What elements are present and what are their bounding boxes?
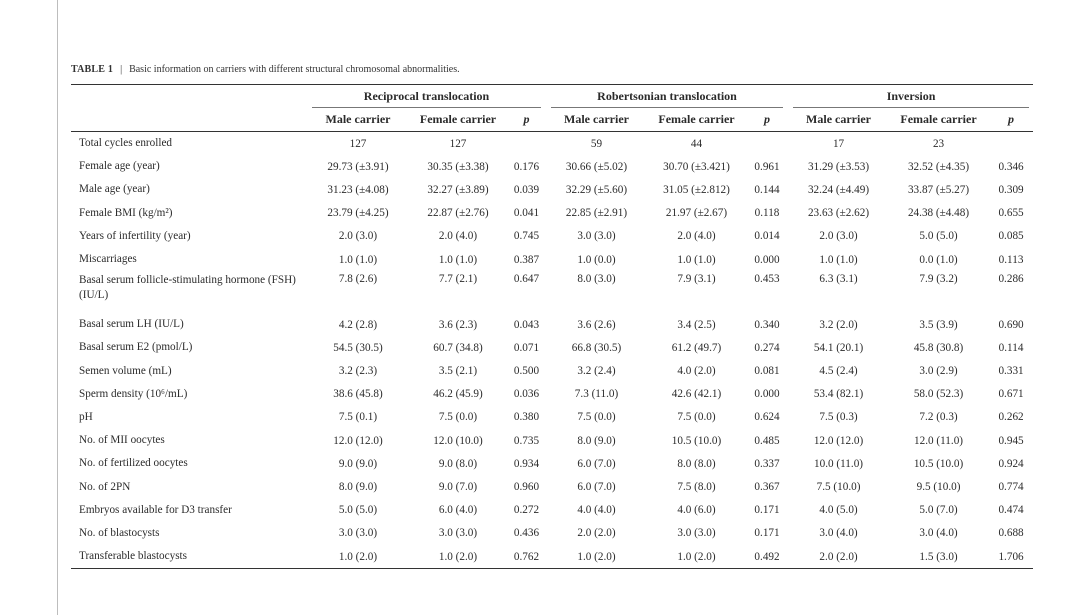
value-cell: 1.0 (1.0) [438,253,478,266]
value-cell: 1.0 (2.0) [547,545,646,569]
group-header-inversion: Inversion [789,85,1033,109]
value-cell: 3.5 (2.1) [438,365,478,378]
value-cell: 3.0 (3.0) [438,527,478,540]
value-cell: 66.8 (30.5) [571,341,622,354]
value-cell: 7.2 (0.3) [919,411,958,424]
table-row [71,475,1033,498]
table-row [71,383,1033,406]
value-cell: 6.3 (3.1) [819,273,858,286]
p-value-cell: 0.387 [513,253,540,266]
value-cell: 3.0 (3.0) [338,527,378,540]
table-row [71,178,1033,201]
p-value-cell: 0.690 [998,318,1024,331]
value-cell: 8.0 (9.0) [338,481,378,494]
p-value-cell: 0.624 [754,411,780,424]
value-cell: 23.63 (±2.62) [807,207,870,220]
value-cell: 7.8 (2.6) [338,273,378,286]
p-value-cell: 0.114 [998,341,1024,354]
p-value-cell: 0.286 [998,273,1024,286]
p-value-cell: 0.762 [508,545,545,569]
p-value-cell: 0.272 [513,504,540,517]
col-header-male-carrier: Male carrier [308,108,408,132]
value-cell: 32.52 (±4.35) [907,160,970,173]
row-label: Female BMI (kg/m²) [79,206,173,219]
table-row [71,155,1033,178]
value-cell: 3.6 (2.3) [438,318,478,331]
value-cell: 1.0 (1.0) [819,253,858,266]
p-value-cell: 0.960 [513,481,540,494]
p-value-cell: 0.081 [754,365,780,378]
row-label: pH [79,410,93,423]
value-cell: 8.0 (3.0) [577,273,616,286]
p-value-cell: 0.474 [998,504,1024,517]
p-value-cell: 0.118 [754,207,780,220]
row-label: Transferable blastocysts [71,545,308,569]
value-cell: 30.66 (±5.02) [565,160,628,173]
value-cell: 9.0 (9.0) [338,457,378,470]
value-cell: 30.70 (±3.421) [663,160,730,173]
value-cell: 7.5 (8.0) [677,481,716,494]
row-label: Basal serum E2 (pmol/L) [79,341,193,354]
value-cell: 23.79 (±4.25) [327,207,389,220]
p-value-cell: 0.000 [754,388,780,401]
value-cell: 2.0 (2.0) [577,527,616,540]
p-value-cell: 0.176 [513,160,540,173]
value-cell: 9.0 (8.0) [438,457,478,470]
p-value-cell: 0.485 [754,434,780,447]
p-value-cell: 0.934 [513,457,540,470]
value-cell: 32.29 (±5.60) [565,183,628,196]
row-label: Female age (year) [79,160,160,173]
value-cell: 12.0 (12.0) [813,434,864,447]
p-value-cell: 0.436 [513,527,540,540]
value-cell: 4.0 (5.0) [819,504,858,517]
value-cell: 23 [932,137,945,150]
table-caption [71,64,460,75]
p-value-cell: 0.647 [513,273,540,286]
value-cell: 30.35 (±3.38) [427,160,489,173]
p-value-cell: 0.144 [754,183,780,196]
p-value-cell: 0.043 [513,318,540,331]
table-row [71,248,1033,271]
column-header-row [71,108,1033,132]
value-cell: 12.0 (12.0) [333,434,383,447]
p-value-cell: 0.735 [513,434,540,447]
p-value-cell: 0.655 [998,207,1024,220]
p-value-cell: 0.945 [998,434,1024,447]
value-cell: 17 [832,137,845,150]
value-cell: 3.0 (2.9) [919,365,958,378]
value-cell: 10.5 (10.0) [671,434,722,447]
value-cell: 3.0 (4.0) [919,527,958,540]
p-value-cell: 0.924 [998,457,1024,470]
row-label: Embryos available for D3 transfer [79,503,232,516]
p-value-cell: 0.014 [754,230,780,243]
value-cell: 8.0 (9.0) [577,434,616,447]
table-row [71,336,1033,359]
value-cell: 4.5 (2.4) [819,365,858,378]
p-value-cell: 0.309 [998,183,1024,196]
value-cell: 3.6 (2.6) [577,318,616,331]
value-cell: 22.87 (±2.76) [427,207,489,220]
col-header-p: p [508,108,545,132]
table-row [71,132,1033,156]
value-cell: 3.2 (2.4) [577,365,616,378]
p-value-cell: 0.039 [513,183,540,196]
stub-header [71,85,308,109]
value-cell: 59 [590,137,603,150]
table-row [71,202,1033,225]
value-cell: 7.3 (11.0) [574,388,619,401]
table-row [71,452,1033,475]
value-cell: 1.0 (1.0) [677,253,716,266]
p-value-cell: 0.745 [513,230,540,243]
p-value-cell: 0.331 [998,365,1024,378]
row-label: No. of 2PN [79,480,131,493]
value-cell: 3.0 (3.0) [677,527,716,540]
row-label: Sperm density (10⁶/mL) [79,387,188,400]
row-label: Male age (year) [79,183,150,196]
value-cell: 7.5 (0.1) [338,411,378,424]
stub-column-header [71,108,308,132]
table-caption-separator: | [120,64,123,75]
value-cell: 32.27 (±3.89) [427,183,489,196]
p-value-cell: 0.500 [513,365,540,378]
p-value-cell: 1.706 [989,545,1033,569]
table-row [71,522,1033,545]
table-body [71,132,1033,569]
p-value-cell: 0.262 [998,411,1024,424]
value-cell: 21.97 (±2.67) [665,207,728,220]
row-label: Years of infertility (year) [79,229,191,242]
value-cell: 33.87 (±5.27) [907,183,970,196]
value-cell: 5.0 (7.0) [919,504,958,517]
value-cell: 1.0 (0.0) [577,253,616,266]
table-caption-label: TABLE 1 [71,64,114,75]
value-cell: 46.2 (45.9) [433,388,483,401]
value-cell: 31.29 (±3.53) [807,160,870,173]
p-value-cell: 0.113 [998,253,1024,266]
value-cell: 24.38 (±4.48) [907,207,970,220]
col-header-female-carrier: Female carrier [646,108,747,132]
p-value-cell: 0.688 [998,527,1024,540]
value-cell: 7.5 (0.0) [577,411,616,424]
p-value-cell: 0.171 [754,527,780,540]
p-value-cell: 0.340 [754,318,780,331]
value-cell: 9.0 (7.0) [438,481,478,494]
table-caption-text: Basic information on carriers with different structural chromosomal abnormalities. [129,64,460,75]
p-value-cell: 0.492 [747,545,787,569]
table-row [71,545,1033,569]
value-cell: 61.2 (49.7) [671,341,722,354]
group-header-reciprocal: Reciprocal translocation [308,85,545,109]
value-cell: 22.85 (±2.91) [565,207,628,220]
value-cell: 2.0 (4.0) [677,230,716,243]
value-cell: 1.5 (3.0) [888,545,989,569]
value-cell: 6.0 (4.0) [438,504,478,517]
value-cell: 1.0 (2.0) [646,545,747,569]
value-cell: 12.0 (10.0) [433,434,483,447]
value-cell: 45.8 (30.8) [913,341,964,354]
value-cell: 127 [349,137,367,150]
group-header-robertsonian: Robertsonian translocation [547,85,787,109]
table-row [71,499,1033,522]
p-value-cell [989,132,1033,156]
value-cell: 2.0 (3.0) [819,230,858,243]
value-cell: 7.9 (3.2) [919,273,958,286]
value-cell: 54.1 (20.1) [813,341,864,354]
table-row [71,313,1033,336]
value-cell: 4.0 (2.0) [677,365,716,378]
value-cell: 2.0 (3.0) [338,230,378,243]
page-margin-line [57,0,58,615]
value-cell: 3.0 (3.0) [577,230,616,243]
table-row [71,429,1033,452]
row-label: No. of fertilized oocytes [79,457,188,470]
p-value-cell: 0.671 [998,388,1024,401]
row-label: Miscarriages [79,253,137,266]
p-value-cell: 0.453 [754,273,780,286]
p-value-cell: 0.041 [513,207,540,220]
table-row [71,406,1033,429]
p-value-cell: 0.171 [754,504,780,517]
value-cell: 58.0 (52.3) [913,388,964,401]
value-cell: 3.0 (4.0) [819,527,858,540]
value-cell: 1.0 (2.0) [308,545,408,569]
group-header-row [71,85,1033,109]
p-value-cell: 0.085 [998,230,1024,243]
p-value-cell: 0.367 [754,481,780,494]
value-cell: 53.4 (82.1) [813,388,864,401]
value-cell: 29.73 (±3.91) [327,160,389,173]
data-table [71,84,1033,569]
value-cell: 7.7 (2.1) [438,273,478,286]
col-header-p: p [989,108,1033,132]
value-cell: 4.0 (4.0) [577,504,616,517]
value-cell: 3.4 (2.5) [677,318,716,331]
p-value-cell: 0.774 [998,481,1024,494]
value-cell: 1.0 (2.0) [408,545,508,569]
value-cell: 3.5 (3.9) [919,318,958,331]
col-header-male-carrier: Male carrier [547,108,646,132]
value-cell: 31.23 (±4.08) [327,183,389,196]
row-label: No. of MII oocytes [79,434,165,447]
value-cell: 10.0 (11.0) [814,457,864,470]
value-cell: 44 [690,137,703,150]
col-header-male-carrier: Male carrier [789,108,888,132]
table-row [71,271,1033,313]
value-cell: 9.5 (10.0) [916,481,961,494]
value-cell: 8.0 (8.0) [677,457,716,470]
value-cell: 0.0 (1.0) [919,253,958,266]
value-cell: 4.2 (2.8) [338,318,378,331]
value-cell: 42.6 (42.1) [671,388,722,401]
table-row [71,360,1033,383]
p-value-cell [508,132,545,156]
value-cell: 6.0 (7.0) [577,481,616,494]
value-cell: 7.5 (0.3) [819,411,858,424]
value-cell: 127 [449,137,467,150]
p-value-cell: 0.380 [513,411,540,424]
p-value-cell: 0.346 [998,160,1024,173]
col-header-p: p [747,108,787,132]
value-cell: 7.5 (0.0) [677,411,716,424]
value-cell: 31.05 (±2.812) [663,183,730,196]
value-cell: 5.0 (5.0) [919,230,958,243]
p-value-cell: 0.337 [754,457,780,470]
p-value-cell: 0.961 [754,160,780,173]
value-cell: 3.2 (2.3) [338,365,378,378]
value-cell: 60.7 (34.8) [433,341,483,354]
p-value-cell: 0.071 [513,341,540,354]
col-header-female-carrier: Female carrier [888,108,989,132]
value-cell: 3.2 (2.0) [819,318,858,331]
value-cell: 6.0 (7.0) [577,457,616,470]
row-label: No. of blastocysts [79,526,160,539]
p-value-cell: 0.274 [754,341,780,354]
value-cell: 38.6 (45.8) [333,388,383,401]
value-cell: 2.0 (2.0) [789,545,888,569]
value-cell: 32.24 (±4.49) [807,183,870,196]
value-cell: 5.0 (5.0) [338,504,378,517]
p-value-cell [747,132,787,156]
p-value-cell: 0.036 [513,388,540,401]
value-cell: 7.5 (0.0) [438,411,478,424]
value-cell: 7.9 (3.1) [677,273,716,286]
row-label: Basal serum LH (IU/L) [79,318,184,331]
row-label: Basal serum follicle-stimulating hormone (FSH) (IU/L) [79,274,296,302]
value-cell: 12.0 (11.0) [914,434,964,447]
row-label: Total cycles enrolled [79,137,173,150]
value-cell: 54.5 (30.5) [333,341,383,354]
value-cell: 1.0 (1.0) [338,253,378,266]
p-value-cell: 0.000 [754,253,780,266]
col-header-female-carrier: Female carrier [408,108,508,132]
value-cell: 2.0 (4.0) [438,230,478,243]
table-row [71,225,1033,248]
value-cell: 4.0 (6.0) [677,504,716,517]
row-label: Semen volume (mL) [79,364,172,377]
value-cell: 10.5 (10.0) [913,457,964,470]
value-cell: 7.5 (10.0) [816,481,861,494]
